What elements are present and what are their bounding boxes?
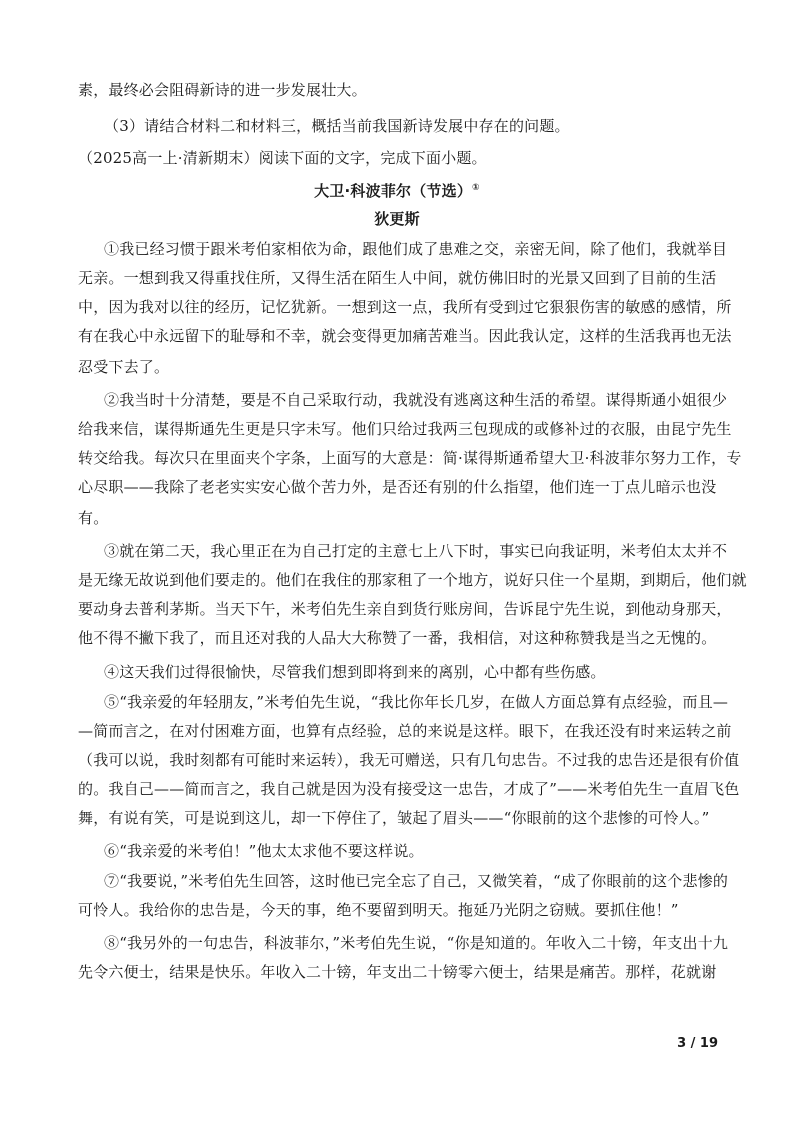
- body-line: 中，因为我对以往的经历，记忆犹新。一想到这一点，我所有受到过它狠狠伤害的敏感的感情，所: [78, 298, 732, 316]
- body-line: ②我当时十分清楚，要是不自己采取行动，我就没有逃离这种生活的希望。谋得斯通小姐很少: [104, 391, 728, 409]
- body-line: ⑦“我要说，”米考伯先生回答，这时他已完全忘了自己，又微笑着，“成了你眼前的这个悲惨的: [104, 872, 729, 890]
- body-line: 他不得不撇下我了，而且还对我的人品大大称赞了一番，我相信，对这种称赞我是当之无愧的。: [78, 629, 717, 647]
- body-line: ③就在第二天，我心里正在为自己打定的主意七上八下时，事实已向我证明，米考伯太太并不: [104, 542, 728, 560]
- body-line: 舞，有说有笑，可是说到这儿，却一下停住了，皱起了眉头——“你眼前的这个悲惨的可怜人。”: [78, 809, 710, 827]
- body-line: ⑥“我亲爱的米考伯！”他太太求他不要这样说。: [104, 842, 424, 860]
- body-line: 有。: [78, 509, 109, 527]
- body-line: 要动身去普利茅斯。当天下午，米考伯先生亲自到货行账房间，告诉昆宁先生说，到他动身那天，: [78, 600, 732, 618]
- body-line: 给我来信，谋得斯通先生更是只字未写。他们只给过我两三包现成的或修补过的衣服，由昆宁先生: [78, 420, 732, 438]
- body-line: 的。我自己——简而言之，我自己就是因为没有接受这一忠告，才成了”——米考伯先生一直眉飞色: [78, 780, 740, 798]
- body-line: —简而言之，在对付困难方面，也算有点经验，总的来说是这样。眼下，在我还没有时来运转之前: [78, 722, 732, 740]
- article-title-text: 大卫·科波菲尔（节选）: [314, 182, 473, 200]
- page-number: 3 / 19: [677, 1036, 718, 1051]
- body-line: ⑧“我另外的一句忠告，科波菲尔，”米考伯先生说，“你是知道的。年收入二十镑，年支出十九: [104, 934, 729, 952]
- body-line: （我可以说，我时刻都有可能时来运转），我无可赠送，只有几句忠告。不过我的忠告还是很有价值: [78, 751, 740, 769]
- body-line: 转交给我。每次只在里面夹个字条，上面写的大意是：简·谋得斯通希望大卫·科波菲尔努力工作，专: [78, 449, 742, 467]
- body-line: 无亲。一想到我又得重找住所，又得生活在陌生人中间，就仿佛旧时的光景又回到了目前的生活: [78, 269, 717, 287]
- text-line: 素，最终必会阻碍新诗的进一步发展壮大。: [78, 81, 367, 99]
- body-line: 有在我心中永远留下的耻辱和不幸，就会变得更加痛苦难当。因此我认定，这样的生活我再也无法: [78, 327, 732, 345]
- footnote-marker: ①: [472, 183, 480, 193]
- body-line: 是无缘无故说到他们要走的。他们在我住的那家租了一个地方，说好只住一个星期，到期后，他们就: [78, 571, 747, 589]
- body-line: 可怜人。我给你的忠告是，今天的事，绝不要留到明天。拖延乃光阴之窃贼。要抓住他！”: [78, 901, 679, 919]
- body-line: 心尽职——我除了老老实实安心做个苦力外，是否还有别的什么指望，他们连一丁点儿暗示也没: [78, 478, 717, 496]
- reading-intro: （2025高一上·清新期末）阅读下面的文字，完成下面小题。: [78, 149, 487, 167]
- body-line: ①我已经习惯于跟米考伯家相依为命，跟他们成了患难之交，亲密无间，除了他们，我就举目: [104, 240, 728, 258]
- body-line: 忍受下去了。: [78, 358, 170, 376]
- article-title: [0, 178, 794, 201]
- body-line: 先令六便士，结果是快乐。年收入二十镑，年支出二十镑零六便士，结果是痛苦。那样，花就谢: [78, 963, 717, 981]
- body-line: ⑤“我亲爱的年轻朋友，”米考伯先生说，“我比你年长几岁，在做人方面总算有点经验，而且—: [104, 693, 729, 711]
- author-name: 狄更斯: [374, 210, 420, 228]
- body-line: ④这天我们过得很愉快，尽管我们想到即将到来的离别，心中都有些伤感。: [104, 663, 606, 681]
- question-3: （3）请结合材料二和材料三，概括当前我国新诗发展中存在的问题。: [104, 117, 570, 135]
